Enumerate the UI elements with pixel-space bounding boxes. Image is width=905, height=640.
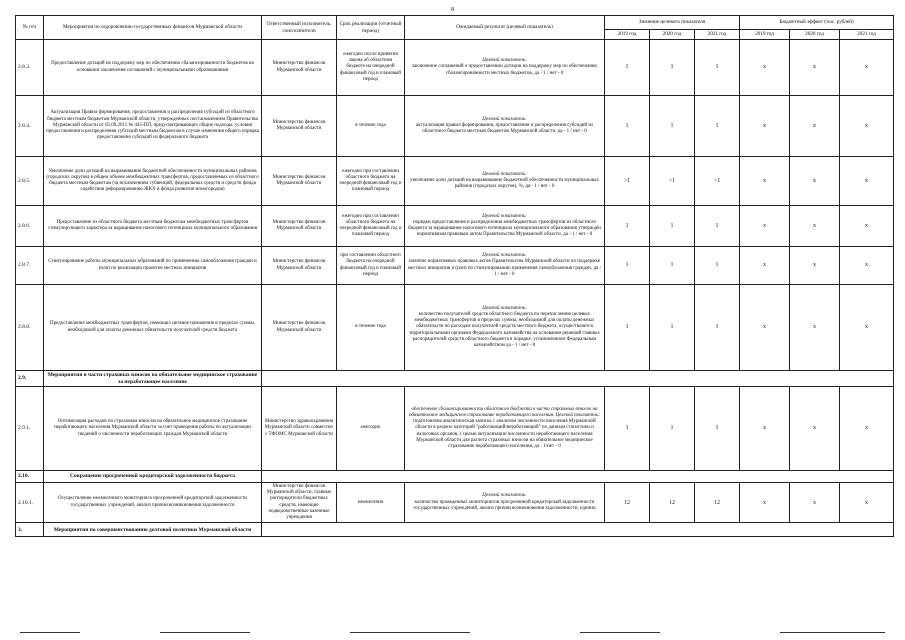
budget-value: x (740, 40, 790, 96)
budget-value: x (790, 247, 840, 285)
budget-value: x (840, 247, 894, 285)
budget-value: x (740, 285, 790, 371)
footer-rule (20, 632, 885, 633)
measure-cell: Предоставление из областного бюджета местным бюджетам межбюджетных трансфертов стимулирующего характера за наращивание налогового потенциала муниципального образования (44, 206, 262, 247)
header-year: 2021 год (840, 30, 894, 40)
target-value: 1 (650, 40, 695, 96)
table-row (16, 206, 894, 247)
table-body (16, 40, 894, 537)
table-row (16, 483, 894, 523)
measure-cell: Предоставление межбюджетных трансфертов, имеющих целевое назначение в пределах суммы, необходимой для оплаты денежных обязательств получателей средств бюджета (44, 285, 262, 371)
budget-value: x (740, 387, 790, 471)
responsible-cell: Министерство финансов Мурманской области (262, 40, 337, 96)
row-number: 2.8.5. (16, 157, 44, 206)
target-value: 1 (695, 247, 740, 285)
result-lead: Целевой показатель: (482, 171, 527, 177)
target-value: 1 (695, 387, 740, 471)
responsible-cell: Министерство финансов Мурманской области (262, 157, 337, 206)
budget-value: x (740, 206, 790, 247)
target-value: 1 (650, 247, 695, 285)
deadline-cell: ежегодно при составлении областного бюджета на очередной финансовый год и плановый период (337, 157, 405, 206)
section-number: 2.9. (16, 371, 44, 387)
budget-value: x (840, 206, 894, 247)
responsible-cell: Министерство финансов Мурманской области (262, 285, 337, 371)
row-number: 2.8.7. (16, 247, 44, 285)
target-value: >1 (695, 157, 740, 206)
deadline-cell: при составлении областного бюджета на очередной финансовый год и плановый период (337, 247, 405, 285)
table-row (16, 157, 894, 206)
budget-value: x (840, 157, 894, 206)
section-empty (262, 523, 894, 537)
deadline-cell: ежемесячно (337, 483, 405, 523)
section-number: 3. (16, 523, 44, 537)
responsible-cell: Министерство финансов Мурманской области (262, 247, 337, 285)
budget-value: x (740, 483, 790, 523)
result-text: количество проведенных мониторингов просроченной кредиторской задолженности государственных учреждений, анализ причин возникновения задолженности, единиц (413, 499, 596, 511)
result-cell (405, 40, 605, 96)
row-number: 2.8.3. (16, 40, 44, 96)
target-value: 1 (695, 40, 740, 96)
target-value: 1 (605, 247, 650, 285)
header-deadline: Срок реализации (отчетный период) (337, 16, 405, 40)
header-budget-group: Бюджетный эффект (тыс. рублей) (740, 16, 894, 30)
result-cell (405, 247, 605, 285)
result-lead: Целевой показатель: (482, 253, 527, 259)
result-text: порядки предоставления и распределения межбюджетных трансфертов из областного бюджета за наращивание налогового потенциала муниципального образования утверждён нормативным правовым актом Правительства Мурманской области, да - 1 / нет - 0 (408, 219, 601, 238)
target-value: 1 (695, 285, 740, 371)
deadline-cell: ежегодно (337, 387, 405, 471)
budget-value: x (840, 40, 894, 96)
target-value: 1 (650, 96, 695, 157)
budget-value: x (790, 40, 840, 96)
budget-value: x (790, 206, 840, 247)
result-cell (405, 387, 605, 471)
target-value: 1 (605, 387, 650, 471)
measure-cell: Предоставление дотаций на поддержку мер по обеспечению сбалансированности бюджетов на основании заключения соглашений с муниципальными образованиями (44, 40, 262, 96)
budget-value: x (790, 96, 840, 157)
budget-value: x (790, 285, 840, 371)
budget-value: x (840, 96, 894, 157)
result-text: заключение соглашений о предоставлении дотации на поддержку мер по обеспечению сбалансированности местных бюджетов, да - 1 / нет - 0 (412, 64, 597, 76)
budget-value: x (790, 483, 840, 523)
responsible-cell: Министерство финансов Мурманской области (262, 206, 337, 247)
table-row (16, 387, 894, 471)
section-title: Сокращение просроченной кредиторской задолженности бюджета (44, 471, 262, 483)
target-value: 1 (605, 206, 650, 247)
header-result: Ожидаемый результат (целевой показатель) (405, 16, 605, 40)
header-num: № п/п (16, 16, 44, 40)
responsible-cell: Министерство финансов Мурманской области, главные распорядители бюджетных средств, имеющие подведомственные казенные учреждения (262, 483, 337, 523)
section-row (16, 471, 894, 483)
target-value: >1 (650, 157, 695, 206)
budget-value: x (740, 96, 790, 157)
deadline-cell: в течение года (337, 96, 405, 157)
target-value: 12 (695, 483, 740, 523)
table-row (16, 96, 894, 157)
table-row (16, 247, 894, 285)
section-row (16, 523, 894, 537)
table-row (16, 285, 894, 371)
row-number: 2.8.8. (16, 285, 44, 371)
result-cell (405, 96, 605, 157)
table-row (16, 40, 894, 96)
target-value: 1 (605, 96, 650, 157)
budget-value: x (790, 157, 840, 206)
header-target-group: Значение целевого показателя (605, 16, 740, 30)
deadline-cell: в течение года (337, 285, 405, 371)
budget-value: x (740, 247, 790, 285)
budget-value: x (740, 157, 790, 206)
measure-cell: Актуализация Правил формирования, предоставления и распределения субсидий из областного бюджета местным бюджетам Мурманской области, утвержденных постановлением Правительства Мурманской области от 05.09.2011 № 445-ПП, предусматривающих общие подходы, условия предоставления и распределения субсидий местным бюджетам в случае изменения общего порядка предоставления субсидий из федерального бюджета (44, 96, 262, 157)
measures-table (15, 15, 894, 537)
deadline-cell: ежегодно при составлении областного бюджета на очередной финансовый год и плановый период (337, 206, 405, 247)
section-title: Мероприятия в части страховых взносов на обязательное медицинское страхование за неработающее население (44, 371, 262, 387)
target-value: 1 (650, 206, 695, 247)
result-text: актуализация правил формирования, предоставления и распределения субсидий из областного бюджета местным бюджетам Мурманской области, да - 1 / нет - 0 (416, 122, 593, 135)
deadline-cell: ежегодно после принятия закона об областном бюджете на очередной финансовый год и плановый период (337, 40, 405, 96)
result-text: наличие нормативных правовых актов Правительства Мурманской области по поддержке местных инициатив и (или) по стимулированию применения самообложения граждан, да - 1 / нет - 0 (407, 259, 602, 277)
target-value: 1 (605, 40, 650, 96)
target-value: 12 (605, 483, 650, 523)
row-number: 2.8.4. (16, 96, 44, 157)
result-lead: Целевой показатель: (482, 58, 527, 64)
result-lead: Целевой показатель: (482, 305, 527, 311)
result-cell (405, 483, 605, 523)
header-responsible: Ответственный исполнитель, соисполнители (262, 16, 337, 40)
result-cell (405, 285, 605, 371)
target-value: 12 (650, 483, 695, 523)
target-value: >1 (605, 157, 650, 206)
result-text: увеличение доли дотаций на выравнивание бюджетной обеспеченности муниципальных районов (городских округов), %, да - 1 / нет - 0 (410, 177, 599, 190)
measure-cell: Оптимизация расходов по страховым взносам на обязательное медицинское страхование неработающего населения Мурманской области за счет проведения работы по актуализации сведений о численности неработающих граждан Мурманской области (44, 387, 262, 471)
responsible-cell: Министерство финансов Мурманской области (262, 96, 337, 157)
measure-cell: Увеличение доли дотаций на выравнивание бюджетной обеспеченности муниципальных районов (городских округов) в общем объеме межбюджетных трансфертов, предоставляемых из областного бюджета местным бюджетам (за исключением субвенций, федеральных средств и средств фонда содействия реформированию ЖКХ и фонда развития моногородов) (44, 157, 262, 206)
responsible-cell: Министерство здравоохранения Мурманской области совместно с ТФОМС Мурманской области (262, 387, 337, 471)
measure-cell: Осуществление ежемесячного мониторинга просроченной кредиторской задолженности государственных учреждений, анализ причин возникновения задолженности (44, 483, 262, 523)
result-text: количество получателей средств областного бюджета по перечислению целевых межбюджетных трансфертов в пределах суммы, необходимой для оплаты денежных обязательств по расходам получателей средств местного бюджета, осуществляется территориальными органами Федерального казначейства на основании решений главных распорядителей средств областного бюджета в порядке, установленном Федеральным казначейством да - 1 / нет - 0 (409, 311, 600, 348)
page-number: 8 (451, 7, 454, 13)
target-value: 1 (650, 387, 695, 471)
header-year: 2019 год (605, 30, 650, 40)
section-number: 2.10. (16, 471, 44, 483)
target-value: 1 (695, 206, 740, 247)
row-number: 2.8.6. (16, 206, 44, 247)
result-cell (405, 206, 605, 247)
target-value: 1 (650, 285, 695, 371)
measure-cell: Стимулирование работы муниципальных образований по применению самообложения граждан и (или) по реализации проектов местных инициатив (44, 247, 262, 285)
result-lead: обеспечение сбалансированности областного бюджета в части страховых взносов на обязательное медицинское страхование неработающего населения. Целевой показатель: (408, 406, 601, 418)
result-text: подготовлена аналитическая записка с анализом численности населения Мурманской области в разрезе категорий "работающий/неработающий" по данным статистики и налоговых органов, с целью актуализации численности неработающего населения Мурманской области для расчета страховых взносов на обязательное медицинское страхование неработающего населения, да - 1/нет - 0 (413, 419, 596, 449)
header-measure: Мероприятия по оздоровлению государственных финансов Мурманской области (44, 16, 262, 40)
budget-value: x (840, 483, 894, 523)
section-title: Мероприятия по совершенствованию долговой политики Мурманской области (44, 523, 262, 537)
header-year: 2020 год (650, 30, 695, 40)
result-lead: Целевой показатель: (482, 213, 527, 219)
row-number: 2.10.1. (16, 483, 44, 523)
section-empty (262, 471, 894, 483)
target-value: 1 (695, 96, 740, 157)
row-number: 2.9.1. (16, 387, 44, 471)
section-empty (262, 371, 894, 387)
result-lead: Целевой показатель: (482, 116, 527, 122)
section-row (16, 371, 894, 387)
budget-value: x (790, 387, 840, 471)
result-cell (405, 157, 605, 206)
result-lead: Целевой показатель: (482, 493, 527, 499)
header-year: 2020 год (790, 30, 840, 40)
header-year: 2019 год (740, 30, 790, 40)
target-value: 1 (605, 285, 650, 371)
budget-value: x (840, 285, 894, 371)
budget-value: x (840, 387, 894, 471)
header-year: 2021 год (695, 30, 740, 40)
